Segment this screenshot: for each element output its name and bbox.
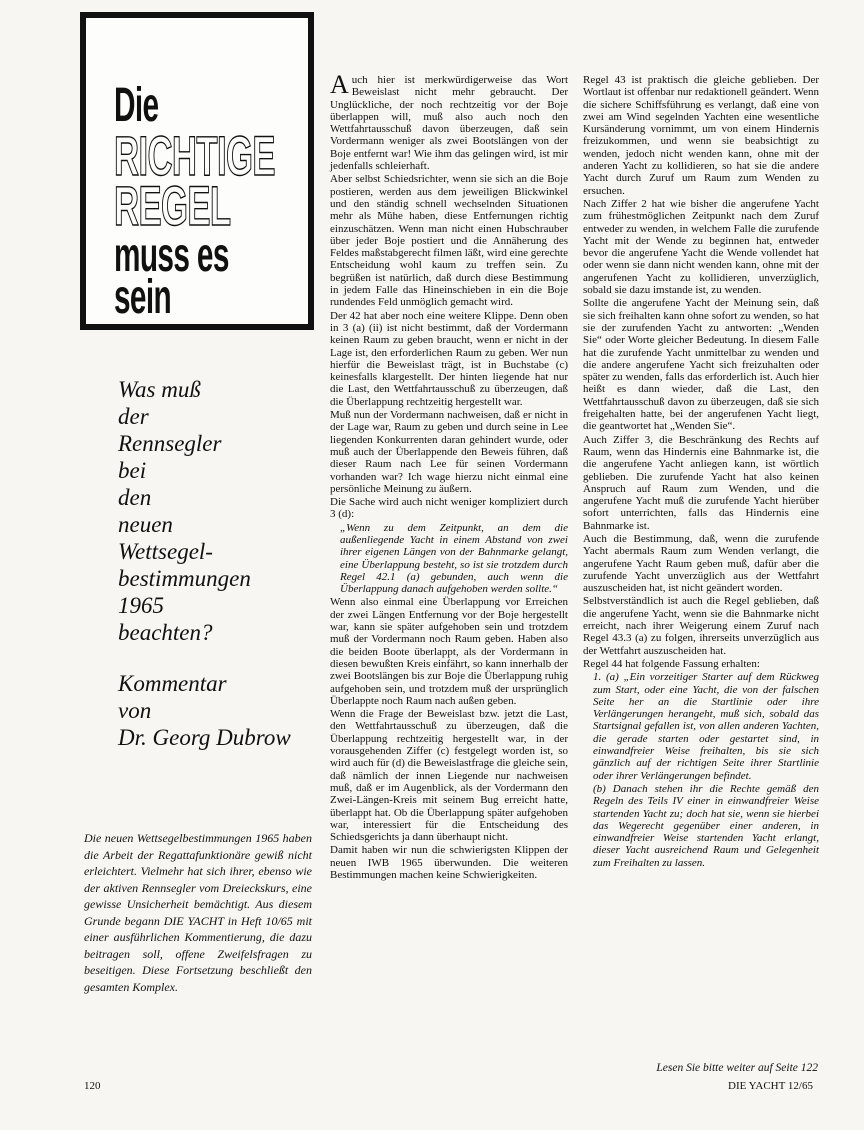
subtitle-line: Rennsegler	[118, 431, 222, 456]
subtitle-line: Was muß	[118, 377, 201, 402]
paragraph	[330, 70, 568, 173]
paragraph-text: uch hier ist merkwürdigerweise das Wort Beweislast nicht mehr gebraucht. Der Unglückliche, der noch rechtzeitig vor der Boje überlappen will, muß also auch noch den Wettfahrtausschuß davon überzeugen, daß sein Vordermann weniger als zwei Bootslängen von der Boje entfernt war! Wie ihm das gelingen wird, ist mir jedenfalls schleierhaft.	[330, 74, 568, 173]
drop-cap: A	[330, 70, 349, 99]
paragraph: Sollte die angerufene Yacht der Meinung sein, daß sie sich freihalten kann ohne sofort zu wenden, so hat sie der zurufenden Yacht zu antworten: „Wenden Sie“ oder Worte gleicher Bedeutung. In diesem Falle hat die zurufende Yacht unmittelbar zu wenden und die andere angerufene Yacht sich freizuhalten oder später zu wenden, falls das erforderlich ist. Auch hier heißt es dann wieder, daß die Last, den Wettfahrtausschuß davon zu überzeugen, daß sie sich freigehalten hatte, bei der angerufenen Yacht liegt, die geantwortet hat „Wenden Sie“.	[583, 297, 819, 433]
rule-quote: 1. (a) „Ein vorzeitiger Starter auf dem Rückweg zum Start, oder eine Yacht, die von der falschen Seite her an die Startlinie oder ihre Verlängerungen herangeht, muß sich, sobald das Startsignal gefallen ist, von allen anderen Yachten, die gerade starten oder gestartet sind, in einwandfreier Weise freihalten, bis sie sich gänzlich auf der richtigen Seite ihrer Startlinie oder ihrer Verlängerungen befindet.	[593, 671, 819, 782]
subtitle-line: 1965	[118, 593, 164, 618]
rule-quote: (b) Danach stehen ihr die Rechte gemäß den Regeln des Teils IV einer in einwandfreier Weise startenden Yacht zu; doch hat sie, wenn sie hierbei das Wegerecht gegenüber einer anderen, in einwandfreier Weise startenden Yacht erlangt, dieser Yacht ausreichend Raum und Gelegenheit zum Freihalten zu lassen.	[593, 782, 819, 869]
article-column-3	[583, 74, 819, 870]
paragraph: Aber selbst Schiedsrichter, wenn sie sich an die Boje postieren, werden aus dem jeweiligen Blickwinkel und den ständig schnell wechselnden Situationen mehr als Mühe haben, diese Entfernungen richtig einzuschätzen. Wenn man nicht einen Hubschrauber über jeder Boje postiert und die Annäherung des Feldes maßstabgerecht filmen läßt, wird eine gerechte Entscheidung wohl kaum zu treffen sein. Zu begrüßen ist natürlich, daß durch diese Bestimmung in jedem Falle das Hineinschieben in ein die Boje rundendes Feld unmöglich gemacht wird.	[330, 173, 568, 309]
paragraph: Der 42 hat aber noch eine weitere Klippe. Denn oben in 3 (a) (ii) ist nicht bestimmt, daß der Vordermann keinen Raum zu geben braucht, wenn er nicht in der Lage ist, den erforderlichen Raum zu geben. Wer nun hierfür die Beweislast trägt, ist in Buchstabe (c) keinesfalls klargestellt. Der hinten liegende hat nur die Last, den Wettfahrtausschuß zu überzeugen, daß die Überlappung rechtzeitig hergestellt war.	[330, 309, 568, 408]
paragraph: Auch Ziffer 3, die Beschränkung des Rechts auf Raum, wenn das Hindernis eine Bahnmarke ist, die die angerufene Yacht anliegen kann, ist wörtlich geblieben. Die zurufende Yacht hat also keinen Anspruch auf Raum zum Wenden, und die angerufene Yacht muß die zurufende Yacht hierüber sofort unterrichten, falls das Hindernis eine Bahnmarke ist.	[583, 433, 819, 532]
paragraph: Wenn also einmal eine Überlappung vor Erreichen der zwei Längen Entfernung vor der Boje hergestellt war, kann sie später aufgehoben sein und trotzdem muß der Vordermann noch Raum geben. Haben also die beiden Boote überlappt, als der Vordermann in diesen bewußten Kreis einfährt, so kann innerhalb der zwei Bootslängen bis zur Boje die Überlappung ruhig aufgehoben sein, und trotzdem muß der ursprünglich Überlappte noch Raum nach außen geben.	[330, 596, 568, 707]
paragraph: Muß nun der Vordermann nachweisen, daß er nicht in der Lage war, Raum zu geben und durch seine in Lee liegenden Konkurrenten daran gehindert wurde, oder muß auch der Überlappende den Beweis führen, daß dieser Raum nach Lee für seinen Vordermann vorhanden war? Ich wage hierzu nicht einmal eine persönliche Meinung zu äußern.	[330, 409, 568, 495]
title-line-3: REGEL	[114, 174, 231, 237]
subtitle-line: neuen	[118, 512, 173, 537]
paragraph: Auch die Bestimmung, daß, wenn die zurufende Yacht abermals Raum zum Wenden verlangt, die angerufene Yacht Raum geben muß, dafür aber die zurufende Yacht unverzüglich aus der Wettfahrt auszuscheiden hat, ist nicht geändert worden.	[583, 532, 819, 595]
paragraph: Die Sache wird auch nicht weniger kompliziert durch 3 (d):	[330, 496, 568, 521]
paragraph: Damit haben wir nun die schwierigsten Klippen der neuen IWB 1965 überwunden. Die weiteren Bestimmungen machen keine Schwierigkeiten.	[330, 844, 568, 881]
paragraph: Regel 43 ist praktisch die gleiche geblieben. Der Wortlaut ist offenbar nur redaktionell geändert. Wenn die sichere Schiffsführung es verlangt, daß eine von zwei am Wind segelnden Yachten eine wesentliche Kursänderung vornimmt, um von einem Hindernis freizukommen, und wenn sie beabsichtigt zu wenden, jedoch nicht wenden kann, ohne mit der anderen Yacht zu kollidieren, so hat sie die andere Yacht durch Zuruf um Raum zum Wenden zu ersuchen.	[583, 74, 819, 197]
paragraph: Regel 44 hat folgende Fassung erhalten:	[583, 657, 760, 670]
subtitle-line: bei	[118, 458, 147, 483]
paragraph: Nach Ziffer 2 hat wie bisher die angerufene Yacht zum frühestmöglichen Zeitpunkt nach dem Zuruf entweder zu wenden, in welchem Falle die zurufende Yacht mit der Wende zu beginnen hat, entweder bevor die angerufene Yacht die Wende vollendet hat oder wenn sie dann nicht wenden kann, ohne mit der angerufenen Yacht zu kollidieren, unverzüglich, sobald sie dazu imstande ist, zu wenden.	[583, 197, 819, 297]
title-line-1: Die	[114, 79, 159, 132]
paragraph: Wenn die Frage der Beweislast bzw. jetzt die Last, den Wettfahrtausschuß zu überzeugen, daß die Überlappung rechtzeitig hergestellt war, in der vorausgehenden Ziffer (c) festgelegt worden ist, so wird auch für (d) die Beweislastfrage die gleiche sein, daß nämlich der innen Liegende nur nachweisen muß, daß er im Augenblick, als der Vordermann den Zwei-Längen-Kreis mit seinem Bug erreicht hatte, überlappt hat. Ob die Überlappung später aufgehoben war, interessiert für die Entscheidung des Schiedsgerichts ja dann überhaupt nicht.	[330, 708, 568, 844]
subtitle-line: den	[118, 485, 152, 510]
subtitle-line: beachten?	[118, 620, 213, 645]
magazine-footer: DIE YACHT 12/65	[728, 1080, 813, 1092]
title-line-5: sein	[114, 271, 172, 324]
rule-quote: „Wenn zu dem Zeitpunkt, an dem die außenliegende Yacht in einem Abstand von zwei ihrer eigenen Längen von der Bahnmarke gelangt, eine Überlappung besteht, so ist sie trotzdem durch Regel 42.1 (a) gebunden, auch wenn die Überlappung danach aufgehoben werden sollte.“	[340, 521, 568, 596]
continue-note: Lesen Sie bitte weiter auf Seite 122	[656, 1062, 818, 1074]
subtitle-line: der	[118, 404, 149, 429]
article-column-2	[330, 70, 568, 882]
subtitle-line: bestimmungen	[118, 566, 251, 591]
page-number: 120	[84, 1080, 101, 1092]
intro-paragraph: Die neuen Wettsegelbestimmungen 1965 haben die Arbeit der Regattafunktionäre gewiß nicht erleichtert. Vielmehr hat sich ihrer, ebenso wie der aktiven Rennsegler vom Dreieckskurs, eine gewisse Unsicherheit bemächtigt. Aus diesem Grunde begann DIE YACHT in Heft 10/65 mit einer ausführlichen Kommentierung, die dazu beitragen soll, offene Zweifelsfragen zu beseitigen. Diese Fortsetzung beschließt den gesamten Komplex.	[84, 831, 312, 994]
title-line-4: muss es	[114, 229, 229, 282]
comment-line: Kommentar	[118, 671, 227, 696]
paragraph: Selbstverständlich ist auch die Regel geblieben, daß die angerufene Yacht, wenn sie die Bahnmarke nicht erreicht, nach ihrer Weigerung einem Zuruf nach Regel 43.3 (a) zu folgen, ihrerseits unverzüglich aus der Wettfahrt auszuscheiden hat.	[583, 595, 819, 657]
subtitle	[118, 376, 318, 751]
author-line: Dr. Georg Dubrow	[118, 725, 291, 750]
comment-line: von	[118, 698, 152, 723]
title-line-2: RICHTIGE	[114, 124, 275, 187]
title-box	[80, 12, 314, 330]
subtitle-line: Wettsegel-	[118, 539, 213, 564]
